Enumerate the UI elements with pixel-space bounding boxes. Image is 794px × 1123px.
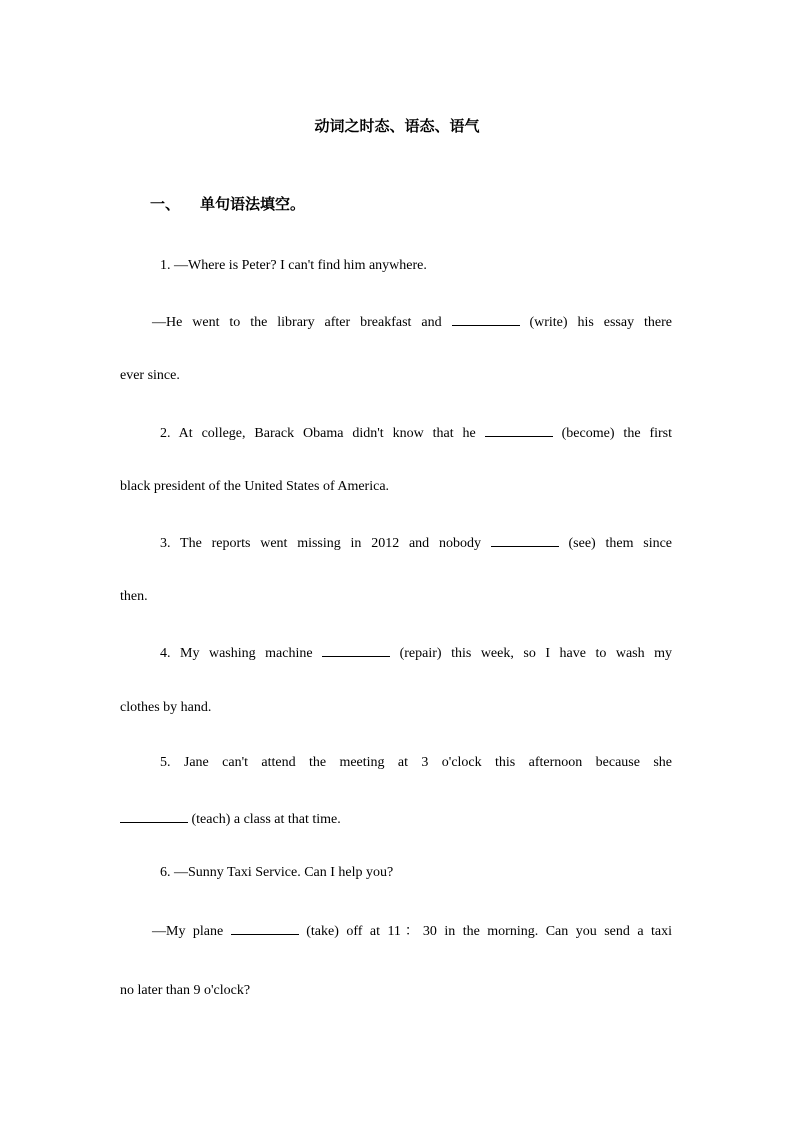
question-text: (teach) a class at that time. [191, 812, 341, 827]
question-4-line-2 [120, 698, 672, 718]
question-text: ever since. [120, 368, 180, 383]
question-text: Jane can't attend the meeting at 3 o'clock this afternoon because she [183, 755, 673, 770]
question-4-line-1 [160, 642, 672, 664]
question-text: (take) off at 11：30 in the morning. Can you send a taxi [306, 924, 673, 939]
question-text: no later than 9 o'clock? [120, 983, 251, 998]
question-text: (write) his essay there [529, 315, 672, 330]
question-text: —My plane [152, 924, 224, 939]
question-text: —Sunny Taxi Service. Can I help you? [174, 865, 394, 880]
question-5-line-2 [120, 808, 672, 830]
question-number: 2. [160, 426, 171, 441]
section-heading [150, 194, 305, 214]
question-text: (see) them since [568, 536, 673, 551]
question-text: My washing machine [180, 646, 313, 661]
question-text: clothes by hand. [120, 700, 212, 715]
question-6-line-2 [152, 920, 672, 942]
section-heading-text: 单句语法填空。 [200, 195, 306, 213]
question-text: (become) the first [561, 426, 673, 441]
question-1-line-1 [160, 256, 672, 276]
question-text: —Where is Peter? I can't find him anywhere. [174, 258, 427, 273]
question-2-line-1 [160, 422, 672, 444]
question-number: 1. [160, 258, 171, 273]
question-number: 4. [160, 646, 171, 661]
page-title: 动词之时态、语态、语气 [314, 117, 480, 135]
question-number: 6. [160, 865, 171, 880]
answer-blank[interactable] [452, 311, 520, 326]
question-6-line-1 [160, 863, 672, 883]
question-1-line-3 [120, 366, 672, 386]
question-text: black president of the United States of America. [120, 479, 390, 494]
question-6-line-3 [120, 981, 672, 1001]
question-5-line-1 [160, 753, 672, 773]
question-2-line-2 [120, 477, 672, 497]
answer-blank[interactable] [120, 808, 188, 823]
section-number: 一、 [150, 195, 181, 213]
question-text: At college, Barack Obama didn't know that he [178, 426, 476, 441]
question-3-line-2 [120, 587, 672, 607]
answer-blank[interactable] [485, 422, 553, 437]
answer-blank[interactable] [231, 920, 299, 935]
question-3-line-1 [160, 532, 672, 554]
question-number: 5. [160, 755, 171, 770]
question-1-line-2 [152, 311, 672, 333]
answer-blank[interactable] [491, 532, 559, 547]
question-text: then. [120, 589, 148, 604]
question-number: 3. [160, 536, 171, 551]
question-text: —He went to the library after breakfast and [152, 315, 442, 330]
question-text: (repair) this week, so I have to wash my [399, 646, 673, 661]
answer-blank[interactable] [322, 642, 390, 657]
question-text: The reports went missing in 2012 and nobody [180, 536, 481, 551]
